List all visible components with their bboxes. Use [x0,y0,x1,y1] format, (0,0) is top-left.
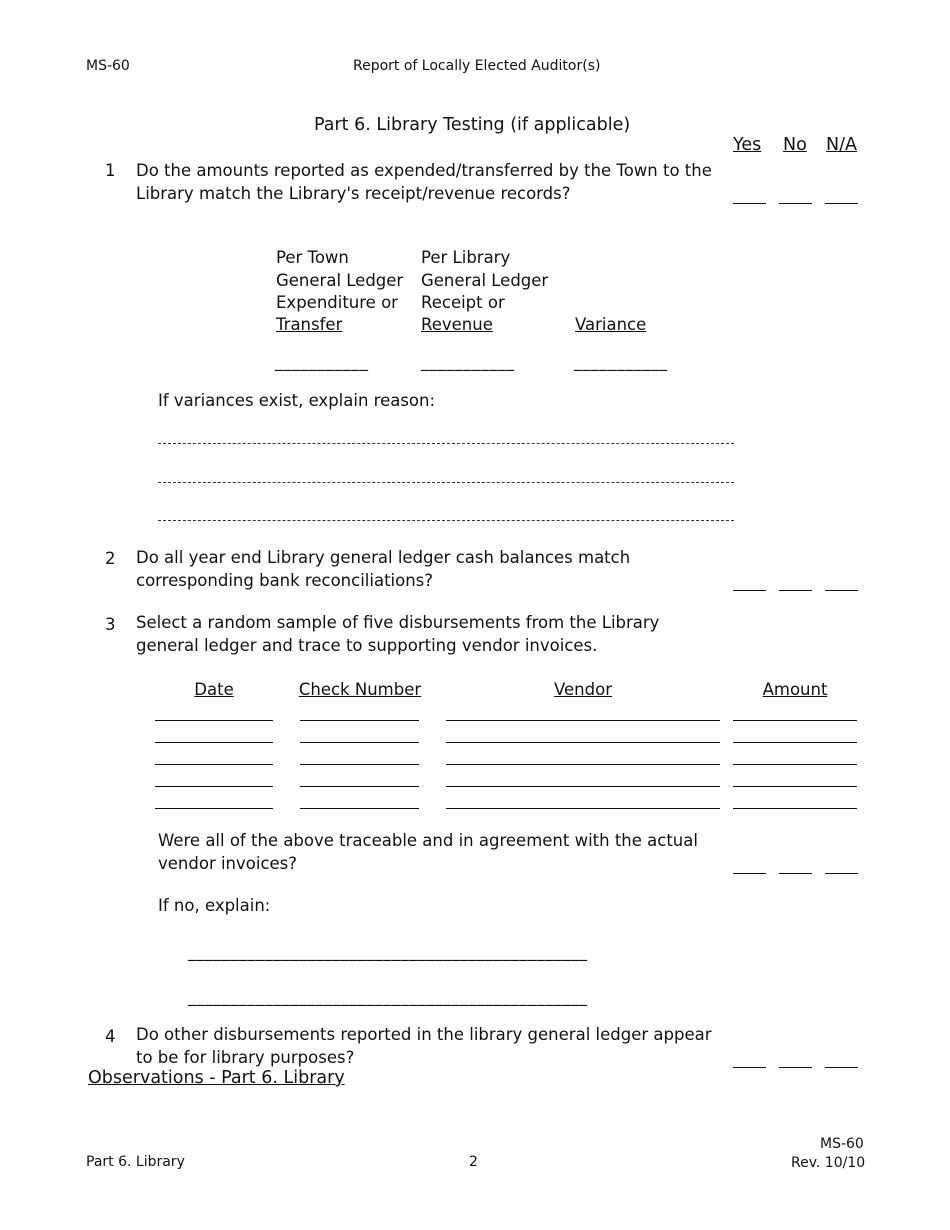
sample-row-2-check-number-field[interactable] [300,742,419,743]
q3-number: 3 [105,615,116,634]
sample-row-2-amount-field[interactable] [733,742,857,743]
report-title: Report of Locally Elected Auditor(s) [353,58,601,74]
q1-text-line1: Do the amounts reported as expended/transferred by the Town to the [136,161,712,180]
sample-row-3-vendor-field[interactable] [446,764,720,765]
q4-text-line1: Do other disbursements reported in the library general ledger appear [136,1025,712,1044]
variance-amount-blank[interactable]: ___________ [574,352,668,371]
footer-section: Part 6. Library [86,1154,185,1170]
town-col-line1: Per Town [276,248,349,267]
q4-yes-blank[interactable] [733,1067,766,1068]
q1-na-blank[interactable] [825,203,858,204]
sample-row-3-amount-field[interactable] [733,764,857,765]
q2-no-blank[interactable] [779,590,812,591]
table-header-amount: Amount [762,680,828,699]
col-no-header: No [783,135,807,155]
town-amount-blank[interactable]: ___________ [275,352,369,371]
q2-text-line1: Do all year end Library general ledger cash balances match [136,548,631,567]
q1-text-line2: Library match the Library's receipt/revenue records? [136,184,571,203]
library-amount-blank[interactable]: ___________ [421,352,515,371]
sample-row-2-date-field[interactable] [155,742,273,743]
table-header-check-number: Check Number [298,680,422,699]
footer-page-number: 2 [469,1154,478,1170]
sample-row-5-vendor-field[interactable] [446,808,720,809]
q2-text-line2: corresponding bank reconciliations? [136,571,434,590]
q3-followup-line2: vendor invoices? [158,854,298,873]
form-id: MS-60 [86,58,130,74]
sample-row-4-vendor-field[interactable] [446,786,720,787]
q3-text-line2: general ledger and trace to supporting vendor invoices. [136,636,598,655]
town-col-line2: General Ledger [276,271,404,290]
library-col-line4: Revenue [421,315,493,334]
q1-number: 1 [105,161,116,180]
sample-row-1-amount-field[interactable] [733,720,857,721]
variance-explain-line-2[interactable] [158,482,734,483]
q3-yes-blank[interactable] [733,873,766,874]
sample-row-4-date-field[interactable] [155,786,273,787]
q1-yes-blank[interactable] [733,203,766,204]
q4-no-blank[interactable] [779,1067,812,1068]
sample-row-1-check-number-field[interactable] [300,720,419,721]
table-header-vendor: Vendor [554,680,612,699]
sample-row-2-vendor-field[interactable] [446,742,720,743]
town-col-line3: Expenditure or [276,293,398,312]
footer-revision: Rev. 10/10 [791,1155,866,1171]
sample-row-5-amount-field[interactable] [733,808,857,809]
variance-prompt: If variances exist, explain reason: [158,391,436,410]
section-title: Part 6. Library Testing (if applicable) [314,115,631,135]
town-col-line4: Transfer [276,315,343,334]
sample-row-3-date-field[interactable] [155,764,273,765]
sample-row-5-date-field[interactable] [155,808,273,809]
q3-explain-line-1[interactable]: _______________________________________________ [188,942,588,961]
variance-explain-line-3[interactable] [158,520,734,521]
variance-explain-line-1[interactable] [158,443,734,444]
q2-number: 2 [105,549,116,568]
q2-yes-blank[interactable] [733,590,766,591]
q4-na-blank[interactable] [825,1067,858,1068]
q4-text-line2: to be for library purposes? [136,1048,355,1067]
q2-na-blank[interactable] [825,590,858,591]
q3-text-line1: Select a random sample of five disbursements from the Library [136,613,660,632]
library-col-line3: Receipt or [421,293,505,312]
sample-row-5-check-number-field[interactable] [300,808,419,809]
observations-title: Observations - Part 6. Library [88,1068,345,1088]
col-na-header: N/A [826,135,857,155]
sample-row-1-date-field[interactable] [155,720,273,721]
q3-na-blank[interactable] [825,873,858,874]
q3-explain-line-2[interactable]: _______________________________________________ [188,987,588,1006]
q4-number: 4 [105,1027,116,1046]
footer-form-id: MS-60 [820,1136,864,1152]
q1-no-blank[interactable] [779,203,812,204]
sample-row-1-vendor-field[interactable] [446,720,720,721]
sample-row-4-amount-field[interactable] [733,786,857,787]
sample-row-3-check-number-field[interactable] [300,764,419,765]
col-yes-header: Yes [733,135,762,155]
q3-no-blank[interactable] [779,873,812,874]
table-header-date: Date [194,680,234,699]
variance-col-header: Variance [575,315,647,334]
q3-explain-prompt: If no, explain: [158,896,271,915]
library-col-line2: General Ledger [421,271,549,290]
q3-followup-line1: Were all of the above traceable and in agreement with the actual [158,831,698,850]
library-col-line1: Per Library [421,248,511,267]
sample-row-4-check-number-field[interactable] [300,786,419,787]
